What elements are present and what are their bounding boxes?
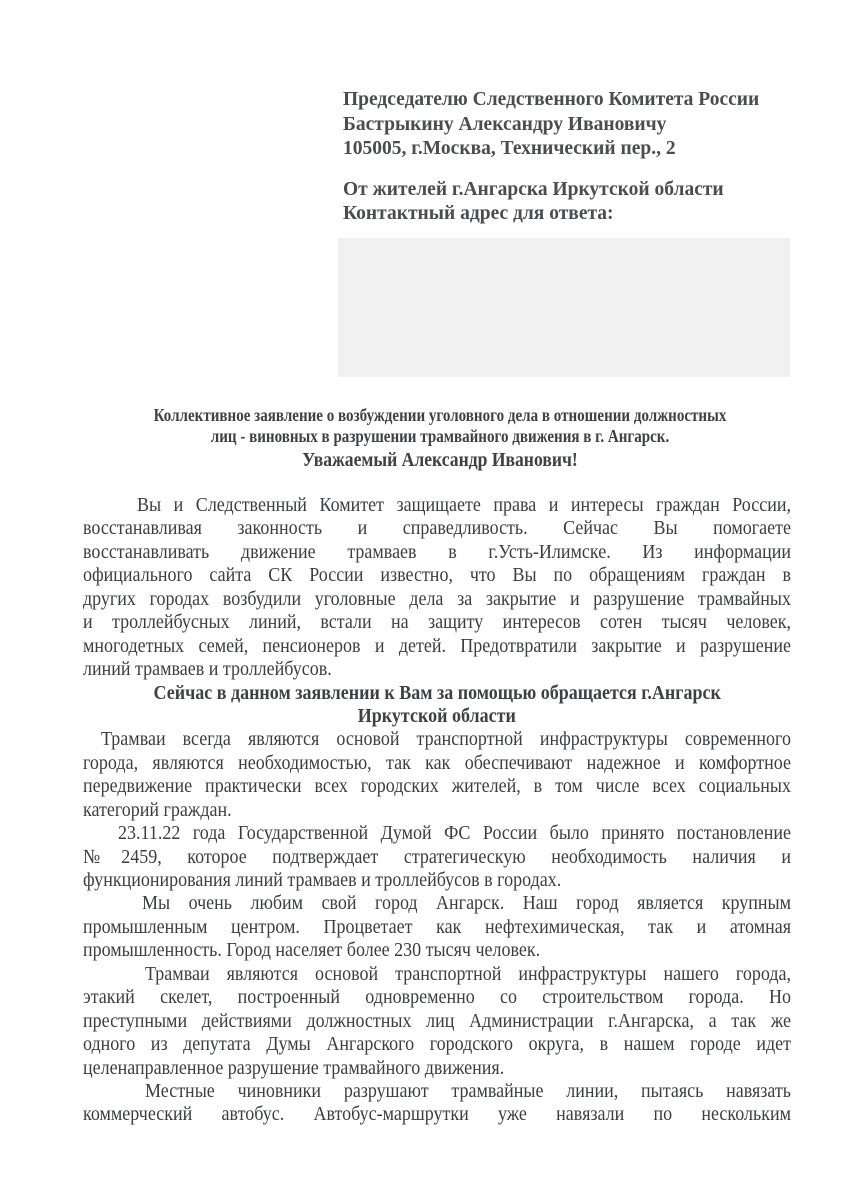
bold-subheading-line — [83, 682, 791, 705]
text-line — [83, 986, 791, 1009]
text-line — [83, 1057, 791, 1080]
text-line — [83, 658, 791, 681]
addressee-block — [343, 88, 813, 227]
document-body — [83, 494, 791, 1127]
text-line — [83, 869, 791, 892]
text-line-content: коммерческий автобус. Автобус-маршрутки уже навязали по нескольким — [83, 1103, 791, 1126]
redacted-contact-address — [338, 238, 790, 377]
text-line — [83, 588, 791, 611]
text-line-content: одного из депутата Думы Ангарского городского округа, в нашем городе идет — [83, 1033, 791, 1056]
sender-line: От жителей г.Ангарска Иркутской области — [343, 178, 724, 200]
text-line-content: линий трамваев и троллейбусов. — [83, 658, 332, 681]
text-line — [83, 517, 791, 540]
addressee-line: 105005, г.Москва, Технический пер., 2 — [343, 138, 676, 159]
text-line — [83, 963, 791, 986]
text-line-content: 23.11.22 года Государственной Думой ФС России было принято постановление — [118, 822, 791, 845]
text-line-content: Местные чиновники разрушают трамвайные линии, пытаясь навязать — [145, 1079, 791, 1102]
text-line — [83, 916, 791, 939]
text-line-content: функционирования линий трамваев и троллейбусов в городах. — [83, 869, 562, 891]
addressee-line: Председателю Следственного Комитета России — [343, 89, 760, 110]
text-line-content: №2459, которое подтверждает стратегическую необходимость наличия и — [83, 845, 791, 868]
text-line-content: Трамваи являются основой транспортной инфраструктуры нашего города, — [145, 962, 791, 985]
text-line — [83, 494, 791, 517]
text-line — [83, 892, 791, 915]
text-line — [83, 1080, 791, 1103]
text-line — [83, 846, 791, 869]
bold-subheading-line — [83, 705, 791, 728]
text-line — [83, 728, 791, 751]
text-line-content: целенаправленное разрушение трамвайного движения. — [83, 1056, 505, 1079]
document-title — [60, 405, 820, 472]
text-line-content: Вы и Следственный Комитет защищаете права и интересы граждан России, — [137, 494, 791, 516]
greeting: Уважаемый Александр Иванович! — [302, 449, 578, 471]
text-line-content: Трамваи всегда являются основой транспортной инфраструктуры современного — [101, 728, 791, 751]
text-line-content: Мы очень любим свой город Ангарск. Наш город является крупным — [142, 892, 791, 915]
text-line-content: официального сайта СК России известно, что Вы по обращениям граждан в — [83, 564, 791, 587]
sender-line: Контактный адрес для ответа: — [343, 203, 614, 224]
text-line-content: и троллейбусных линий, встали на защиту интересов сотен тысяч человек, — [83, 611, 791, 634]
text-line-content: промышленным центром. Процветает как нефтехимическая, так и атомная — [83, 915, 791, 938]
text-line — [83, 541, 791, 564]
title-line: Коллективное заявление о возбуждении уголовного дела в отношении должностных — [153, 405, 727, 425]
text-line — [83, 611, 791, 634]
spacer — [343, 162, 813, 178]
text-line — [83, 564, 791, 587]
text-line-content: других городах возбудили уголовные дела за закрытие и разрушение трамвайных — [83, 587, 791, 610]
text-line — [83, 752, 791, 775]
text-line — [83, 939, 791, 962]
text-line-content: категорий граждан. — [83, 798, 232, 821]
text-line — [83, 1033, 791, 1056]
text-line — [83, 799, 791, 822]
text-line — [83, 775, 791, 798]
text-line-content: города, являются необходимостью, так как обеспечивают надежное и комфортное — [83, 751, 791, 774]
text-line-content: промышленность. Город населяет более 230 тысяч человек. — [83, 939, 541, 962]
bold-subheading-text: Иркутской области — [357, 704, 517, 727]
text-line-content: преступными действиями должностных лиц Администрации г.Ангарска, а так же — [83, 1009, 791, 1032]
addressee-line: Бастрыкину Александру Ивановичу — [343, 113, 667, 135]
text-line-content: этакий скелет, построенный одновременно со строительством города. Но — [83, 986, 791, 1009]
text-line-content: многодетных семей, пенсионеров и детей. Предотвратили закрытие и разрушение — [83, 634, 791, 657]
text-line — [83, 635, 791, 658]
title-line: лиц - виновных в разрушении трамвайного движения в г. Ангарск. — [210, 426, 670, 446]
text-line — [83, 822, 791, 845]
text-line — [83, 1010, 791, 1033]
bold-subheading-text: Сейчас в данном заявлении к Вам за помощью обращается г.Ангарск — [153, 681, 721, 704]
text-line-content: восстанавливая законность и справедливость. Сейчас Вы помогаете — [83, 517, 791, 540]
text-line-content: восстанавливать движение трамваев в г.Усть-Илимске. Из информации — [83, 540, 791, 563]
text-line-content: передвижение практически всех городских жителей, в том числе всех социальных — [83, 775, 791, 798]
text-line — [83, 1103, 791, 1126]
